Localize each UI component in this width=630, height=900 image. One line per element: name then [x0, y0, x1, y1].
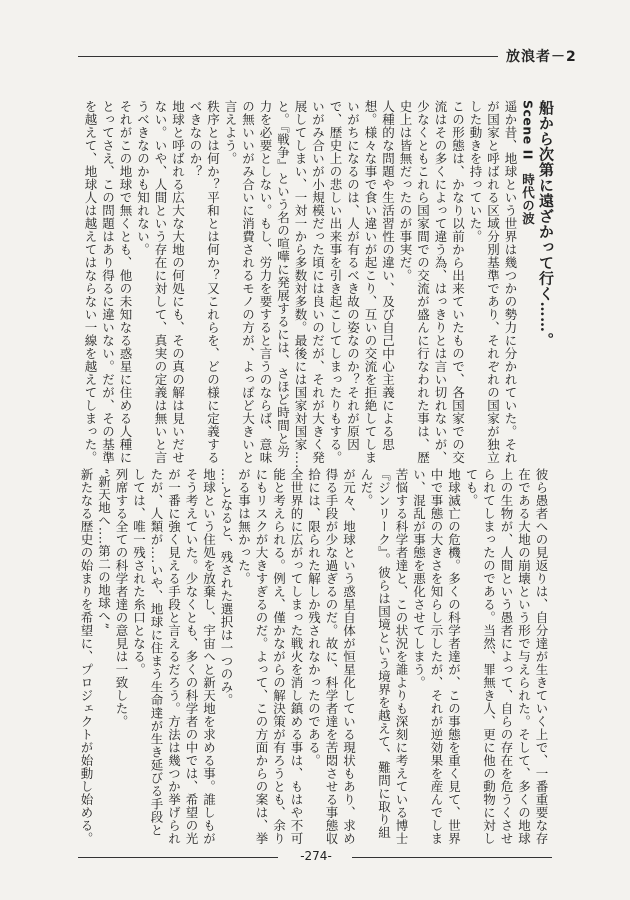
body-text-bottom: 彼ら愚者への見返りは、自分達が生きていく上で、一番重要な存在である大地の崩壊という形で与えられた。そして、多くの地球上の生物が、人間という愚者によって、自らの存在を危うくさせられてしまったのである。当然、罪無き人、更に他の動物に対しても。 地球滅亡の危機。多くの科学者達が、この事態を重く見て、世界中で事態の大きさを知らし示したが、それが逆効果を産んでしまい、混乱が事態を悪化させてしまう。 苦悩する科学者達と、この状況を誰よりも深刻に考えている博士『ジンリーク』。彼らは国境という境界を越えて、難問に取り組んだ。 が元々、地球という惑星自体が恒星化している現状もあり、求め得る手段が少な過ぎるのだ。故に、科学者達を苦悶させる事態収拾には、限られた解しか残されなかったのである。 全世界的に広がってしまった戦火を消し鎮める事は、もはや不可能と考えられる。例え、僅かながらの解決策が有ろうとも、余りにもリスクが大きすぎるのだ。よって、この方面からの案は、挙がる事は無かった。 ‥‥となると、残された選択は一つのみ。 地球という住処を放棄し、宇宙へと新天地を求める事。誰しもがそう考えていた。少なくとも、多くの科学者の中では、希望の光が一番に強く見える手段と言えるだろう。方法は幾つか挙げられたが、人類が‥‥いや、地球に住まう生命達が生き延びる手段としては、唯一残された糸口となる。 列席する全ての科学者達の意見は一致した。 “新天地へ‥‥第二の地球へ” 新たなる歴史の始まりを希望に、プロジェクトが始動し始める。	[79, 468, 549, 845]
chapter-title: 放浪者－2	[506, 49, 577, 65]
body-text-top: 遥か昔、地球という世界は幾つかの勢力に分かれていた。それが国家と呼ばれる区域分別基準であり、それぞれの国家が独立した動きを持っていた。 この形態は、かなり以前から出来ていたもので、各国家での交流はその多くによって違う為、はっきりとは言い切れないが、少なくともこれら国家間での交流が盛んに行なわれた事は、歴史上は皆無だったのが事実だ。 人種的な問題や生活習性の違い、及び自己中心主義による思想。様々な事で食い違いが起こり、互いの交流を拒絶してしまいがちになるのは、人が有るべき故の姿なのか？それが原因で、歴史上の悲しい出来事を引き起こしてしまったりもする。 いがみ合いが小規模だった頃には良いのだが、それが大きく発展してしまい、一対一から多数対多数。最後には国家対国家‥‥と。『戦争』という名の喧嘩に発展するには、さほど時間と労力を必要としない。もし、労力を要すると言うのならば、意味の無いいがみ合いに消費されるモノの方が、よっぽど大きいと言えよう。 秩序とは何か？平和とは何か？又これらを、どの様に定義するべきなのか？ 地球と呼ばれる広大な大地の何処にも、その真の解は見いだせない。いや、人間という存在に対して、真実の定義は無いと言うべきなのかも知れない。 それがこの地球で無くとも、他の未知なる惑星に住める人種にとってさえ、この問題はあり得るに違いない。だが、その基準を越えて、地球人は越えてはならない一線を越えてしまった。	[83, 100, 518, 469]
text-block-top	[85, 100, 555, 470]
section-heading: Scene II 時代の波	[520, 100, 536, 225]
page-number: -274-	[300, 849, 332, 863]
footer-rule-left	[78, 857, 278, 858]
lead-line: 船から次第に遠ざかって行く……。	[537, 100, 555, 348]
text-block-bottom	[80, 468, 550, 848]
header-rule	[78, 56, 498, 57]
footer-rule-right	[352, 857, 552, 858]
